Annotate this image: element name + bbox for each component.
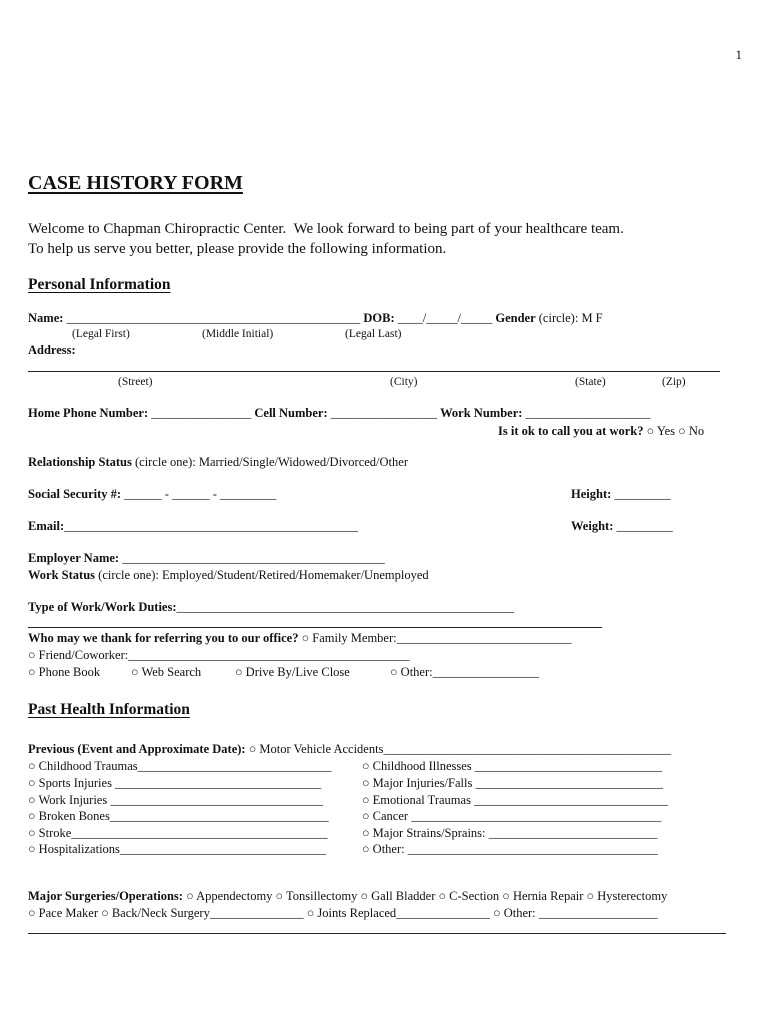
cell-field[interactable]: _________________: [327, 406, 441, 420]
history-item-cancer[interactable]: ○ Cancer ________________________________________: [362, 809, 662, 823]
work-status-options[interactable]: (circle one): Employed/Student/Retired/Homemaker/Unemployed: [95, 568, 429, 582]
height-field[interactable]: _________: [611, 487, 671, 501]
page-number: 1: [735, 47, 742, 62]
referral-phonebook-option[interactable]: ○ Phone Book: [28, 665, 101, 679]
relationship-row: [28, 454, 408, 470]
weight-label: Weight:: [571, 519, 614, 533]
city-caption: (City): [390, 376, 418, 388]
work-number-field[interactable]: ____________________: [522, 406, 651, 420]
employer-label: Employer Name:: [28, 551, 120, 565]
legal-first-caption: (Legal First): [72, 328, 130, 340]
call-at-work-label: Is it ok to call you at work?: [498, 424, 644, 438]
ssn-field[interactable]: ______ - ______ - _________: [121, 487, 277, 501]
history-item-childhood-illnesses[interactable]: ○ Childhood Illnesses ______________________________: [362, 759, 663, 773]
dob-label: DOB:: [363, 311, 395, 325]
history-item-work-injuries[interactable]: ○ Work Injuries __________________________________: [28, 793, 323, 807]
history-item-other[interactable]: ○ Other: ________________________________________: [362, 842, 658, 856]
home-phone-label: Home Phone Number:: [28, 406, 149, 420]
history-item-sports-injuries[interactable]: ○ Sports Injuries _________________________________: [28, 776, 322, 790]
personal-information-heading: Personal Information: [28, 276, 171, 293]
email-row: [28, 518, 358, 534]
referral-friend-option[interactable]: ○ Friend/Coworker:_____________________________________________: [28, 648, 410, 662]
legal-last-caption: (Legal Last): [345, 328, 402, 340]
referral-label: Who may we thank for referring you to our office?: [28, 631, 299, 645]
work-type-label: Type of Work/Work Duties:: [28, 600, 177, 614]
work-type-field-line-2[interactable]: [28, 627, 602, 628]
relationship-options[interactable]: (circle one): Married/Single/Widowed/Divorced/Other: [131, 455, 408, 469]
surgeries-options-2[interactable]: ○ Pace Maker ○ Back/Neck Surgery_______________ ○ Joints Replaced_______________ ○ Other: ___________________: [28, 906, 658, 920]
weight-row: [571, 518, 673, 534]
history-item-major-injuries[interactable]: ○ Major Injuries/Falls ______________________________: [362, 776, 663, 790]
gender-label: Gender: [495, 311, 536, 325]
employer-field[interactable]: __________________________________________: [119, 551, 385, 565]
motor-vehicle-option[interactable]: ○ Motor Vehicle Accidents______________________________________________: [245, 742, 671, 756]
referral-family-option[interactable]: ○ Family Member:____________________________: [298, 631, 572, 645]
middle-initial-caption: (Middle Initial): [202, 328, 274, 340]
previous-row: [28, 741, 671, 757]
past-health-heading: Past Health Information: [28, 701, 190, 718]
zip-caption: (Zip): [662, 376, 686, 388]
work-type-field[interactable]: ______________________________________________________: [176, 600, 515, 614]
history-item-stroke[interactable]: ○ Stroke_________________________________________: [28, 826, 328, 840]
ssn-row: [28, 486, 276, 502]
street-caption: (Street): [118, 376, 153, 388]
form-title: CASE HISTORY FORM: [28, 172, 243, 194]
history-item-major-strains[interactable]: ○ Major Strains/Sprains: ___________________________: [362, 826, 658, 840]
history-item-broken-bones[interactable]: ○ Broken Bones___________________________________: [28, 809, 329, 823]
history-item-emotional-traumas[interactable]: ○ Emotional Traumas _______________________________: [362, 793, 668, 807]
referral-row: [28, 630, 572, 646]
intro-line-2: To help us serve you better, please provide the following information.: [28, 241, 447, 257]
history-item-childhood-traumas[interactable]: ○ Childhood Traumas_______________________________: [28, 759, 332, 773]
surgeries-row: [28, 888, 667, 904]
referral-other-option[interactable]: ○ Other:_________________: [390, 665, 539, 679]
name-label: Name:: [28, 311, 64, 325]
ssn-label: Social Security #:: [28, 487, 122, 501]
phone-row: [28, 405, 651, 421]
home-phone-field[interactable]: ________________: [148, 406, 255, 420]
name-row: [28, 310, 603, 326]
call-at-work-options[interactable]: ○ Yes ○ No: [643, 424, 705, 438]
address-field[interactable]: [28, 371, 720, 372]
relationship-label: Relationship Status: [28, 455, 132, 469]
previous-label: Previous (Event and Approximate Date):: [28, 742, 246, 756]
work-number-label: Work Number:: [440, 406, 523, 420]
address-label: Address:: [28, 343, 76, 357]
surgeries-label: Major Surgeries/Operations:: [28, 889, 183, 903]
referral-websearch-option[interactable]: ○ Web Search: [131, 665, 202, 679]
surgeries-extra-line[interactable]: [28, 933, 726, 934]
height-label: Height:: [571, 487, 612, 501]
cell-label: Cell Number:: [254, 406, 328, 420]
dob-field[interactable]: ____/_____/_____: [394, 311, 496, 325]
call-at-work-row: [498, 423, 704, 439]
work-status-label: Work Status: [28, 568, 96, 582]
email-label: Email:: [28, 519, 65, 533]
work-type-row: [28, 599, 514, 615]
employer-row: [28, 550, 385, 566]
referral-driveby-option[interactable]: ○ Drive By/Live Close: [235, 665, 350, 679]
height-row: [571, 486, 671, 502]
name-field[interactable]: _______________________________________________: [63, 311, 364, 325]
intro-line-1: Welcome to Chapman Chiropractic Center. We look forward to being part of your healthcare team.: [28, 221, 624, 237]
surgeries-options-1[interactable]: ○ Appendectomy ○ Tonsillectomy ○ Gall Bladder ○ C-Section ○ Hernia Repair ○ Hysterectomy: [182, 889, 668, 903]
weight-field[interactable]: _________: [613, 519, 673, 533]
email-field[interactable]: _______________________________________________: [64, 519, 358, 533]
gender-options[interactable]: (circle): M F: [535, 311, 603, 325]
work-status-row: [28, 567, 429, 583]
history-item-hospitalizations[interactable]: ○ Hospitalizations_________________________________: [28, 842, 327, 856]
state-caption: (State): [575, 376, 606, 388]
